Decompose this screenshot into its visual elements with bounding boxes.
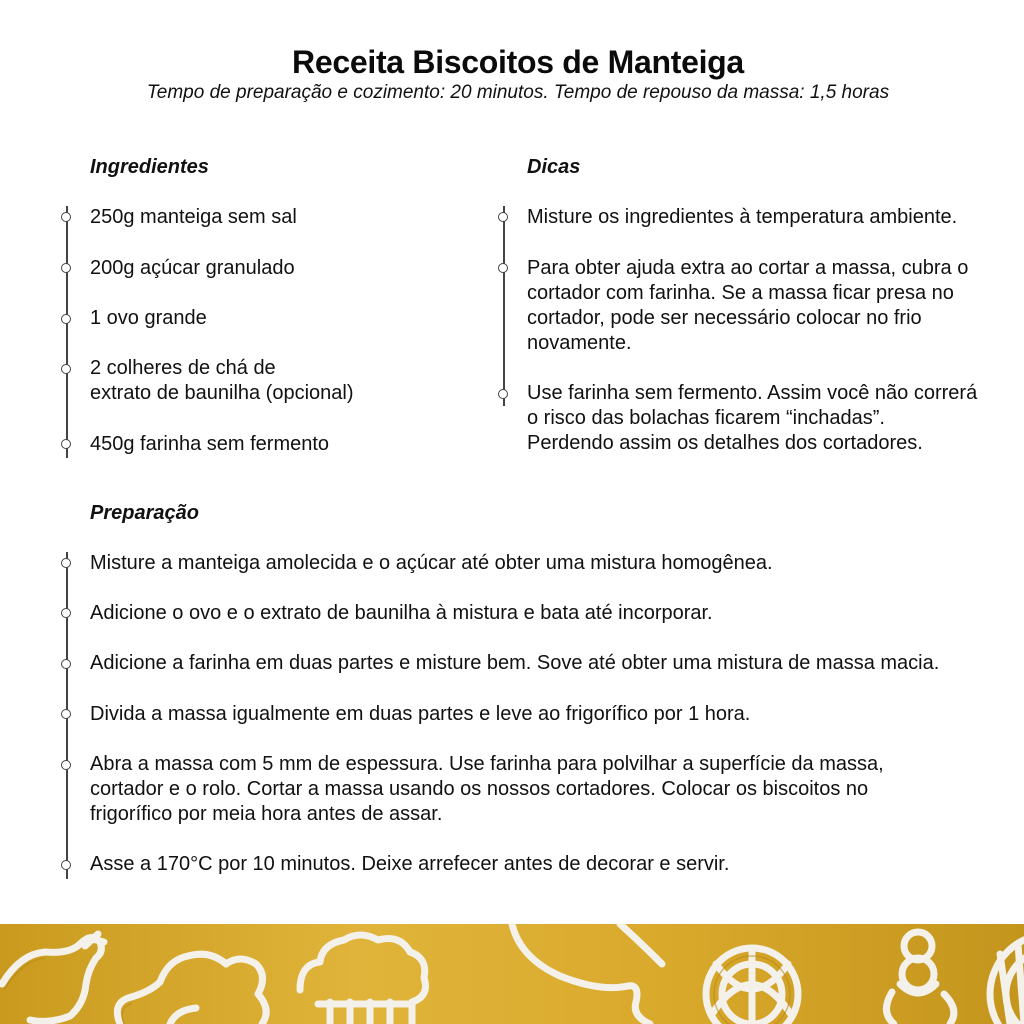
prep-step: Misture a manteiga amolecida e o açúcar até obter uma mistura homogênea. — [90, 552, 773, 574]
ingredient-item: extrato de baunilha (opcional) — [90, 382, 354, 404]
tip-item: cortador com farinha. Se a massa ficar presa no — [527, 282, 954, 304]
ingredient-item: 250g manteiga sem sal — [90, 206, 297, 228]
ingredient-item: 200g açúcar granulado — [90, 257, 295, 279]
ingredients-heading: Ingredientes — [90, 156, 209, 178]
ingredient-item: 450g farinha sem fermento — [90, 433, 330, 455]
ingredient-item: 1 ovo grande — [90, 307, 207, 329]
tip-item: Misture os ingredientes à temperatura ambiente. — [527, 206, 958, 228]
timeline-dot — [61, 439, 71, 449]
timeline-dot — [498, 212, 508, 222]
timeline-dot — [61, 860, 71, 870]
tip-item: cortador, pode ser necessário colocar no frio — [527, 307, 922, 329]
timeline-dot — [61, 263, 71, 273]
timeline-dot — [61, 314, 71, 324]
timeline-dot — [61, 608, 71, 618]
prep-step: frigorífico por meia hora antes de assar. — [90, 803, 443, 825]
prep-step: Adicione o ovo e o extrato de baunilha à mistura e bata até incorporar. — [90, 602, 713, 624]
prep-step: Asse a 170°C por 10 minutos. Deixe arrefecer antes de decorar e servir. — [90, 853, 730, 875]
prep-step: Divida a massa igualmente em duas partes e leve ao frigorífico por 1 hora. — [90, 703, 751, 725]
tip-item: Use farinha sem fermento. Assim você não correrá — [527, 382, 978, 404]
prep-step: Abra a massa com 5 mm de espessura. Use farinha para polvilhar a superfície da massa, — [90, 753, 884, 775]
prep-step: cortador e o rolo. Cortar a massa usando os nossos cortadores. Colocar os biscoitos no — [90, 778, 869, 800]
recipe-title: Receita Biscoitos de Manteiga — [292, 44, 744, 80]
timeline-dot — [61, 558, 71, 568]
cookie-cutter-banner — [0, 924, 1024, 1024]
cookie-cutters-image — [0, 924, 1024, 1024]
timeline-dot — [61, 709, 71, 719]
timeline-dot — [61, 760, 71, 770]
ingredient-item: 2 colheres de chá de — [90, 357, 276, 379]
prep-step: Adicione a farinha em duas partes e misture bem. Sove até obter uma mistura de massa macia. — [90, 652, 940, 674]
timeline-dot — [498, 389, 508, 399]
timeline-dot — [61, 364, 71, 374]
tip-item: novamente. — [527, 332, 632, 354]
timeline-dot — [61, 212, 71, 222]
timeline-dot — [61, 659, 71, 669]
preparation-heading: Preparação — [90, 502, 199, 524]
recipe-subtitle: Tempo de preparação e cozimento: 20 minutos. Tempo de repouso da massa: 1,5 horas — [146, 82, 890, 103]
tip-item: Para obter ajuda extra ao cortar a massa, cubra o — [527, 257, 969, 279]
tip-item: o risco das bolachas ficarem “inchadas”. — [527, 407, 885, 429]
tip-item: Perdendo assim os detalhes dos cortadores. — [527, 432, 923, 454]
tips-heading: Dicas — [527, 156, 581, 178]
timeline-dot — [498, 263, 508, 273]
